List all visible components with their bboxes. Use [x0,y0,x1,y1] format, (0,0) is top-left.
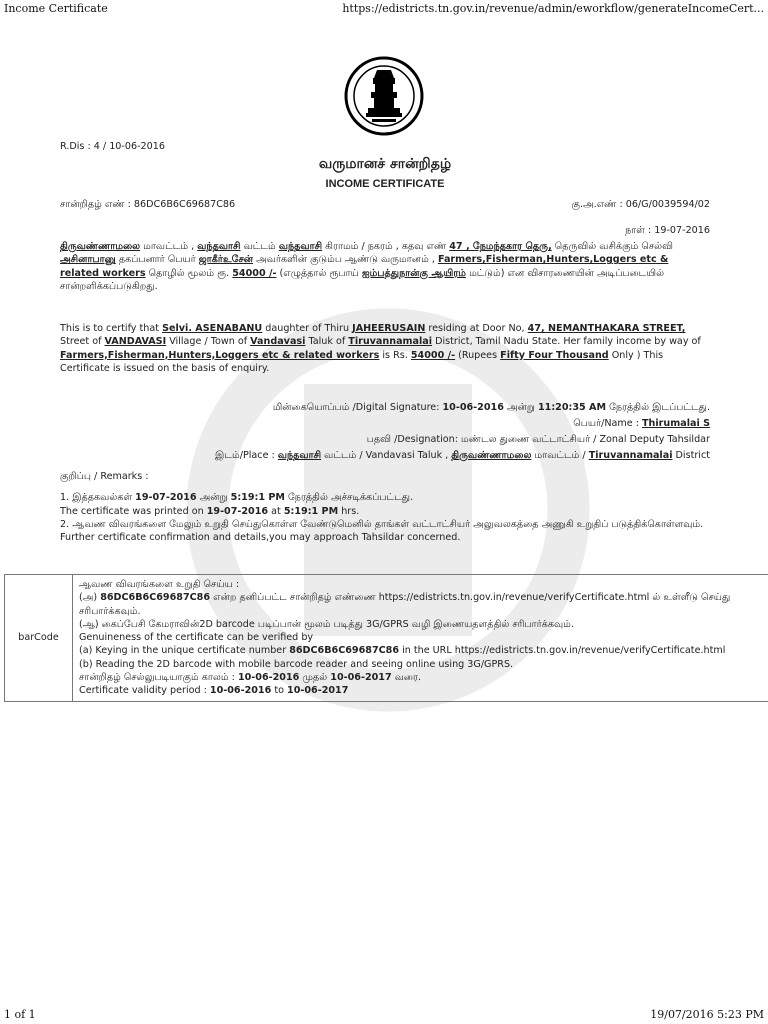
district-en: Tiruvannamalai [348,336,433,348]
text-segment: வட்டம் / Vandavasi Taluk , [321,450,452,461]
place-row [60,449,710,465]
remark-2-en: Further certificate confirmation and details,you may approach Tahsildar concerned. [60,532,461,544]
text-segment: சான்றிதழ் செல்லுபடியாகும் காலம் : [79,672,238,684]
applicant-name-en: Selvi. ASENABANU [162,323,263,334]
text-segment: என்ற தனிப்பட்ட சான்றிதழ் எண்ணை https://edistricts.tn.gov.in/revenue/verifyCertificate.html ல் உள்ளீடு செய்து சரிபார்க்கவும். [79,592,731,617]
verify-step-a-en [79,644,765,657]
title-english: INCOME CERTIFICATE [325,178,445,190]
tamil-statement [60,240,710,293]
certificate-number: சான்றிதழ் எண் : 86DC6B6C69687C86 [60,199,236,210]
text-segment: 1. இத்தகவல்கள் [60,492,136,504]
text-segment: Certificate validity period : [79,685,210,697]
text-segment: வரை. [391,672,421,684]
place-taluk: வந்தவாசி [277,450,322,461]
barcode-label: barCode [5,575,73,702]
place-district-en: Tiruvannamalai [588,450,673,461]
text-segment: residing at Door No, [425,323,528,334]
text-segment: தொழில் மூலம் ரூ. [145,267,233,279]
text-segment: கிராமம் / நகரம் , கதவு எண் [322,241,450,252]
cert-number-ta: 86DC6B6C69687C86 [100,592,211,604]
text-segment: இடம்/Place : [215,450,278,461]
door-ta: 47 , நேமந்தகார தெரு, [449,241,552,252]
verify-step-a-ta [79,591,765,618]
text-segment: நேரத்தில் இடப்பட்டது. [606,402,710,413]
text-segment: is Rs. [379,349,411,361]
valid-to-ta: 10-06-2017 [330,672,392,684]
remarks-section [60,470,710,544]
place-district-ta: திருவண்ணாமலை [451,450,532,461]
page-count: 1 of 1 [4,1008,36,1021]
remark-1-en [60,505,710,518]
text-segment: முதல் [299,672,331,684]
amount-ta: 54000 /- [232,267,277,279]
text-segment: Village / Town of [166,336,251,348]
applicant-name-ta: அசினாபானு [60,254,116,266]
amount-en: 54000 /- [410,349,456,361]
print-time: 5:19:1 PM [230,492,285,504]
reference-dispatch: R.Dis : 4 / 10-06-2016 [60,141,165,152]
print-header [4,2,764,15]
text-segment: in the URL https://edistricts.tn.gov.in/revenue/verifyCertificate.html [399,645,726,657]
valid-from-ta: 10-06-2016 [237,672,300,684]
text-segment: daughter of Thiru [262,323,353,334]
taluk-en: Vandavasi [250,336,306,348]
signature-block [60,401,710,465]
village-ta: வந்தவாசி [278,241,323,252]
english-statement [60,322,710,375]
text-segment: at [268,505,284,517]
text-segment: மாவட்டம் , [140,241,198,252]
signatory-name: Thirumalai S [642,418,710,429]
text-segment: பெயர்/Name : [573,418,642,429]
text-segment: நேரத்தில் அச்சடிக்கப்பட்டது. [284,492,414,504]
page-url[interactable]: https://edistricts.tn.gov.in/revenue/admin/eworkflow/generateIncomeCert... [342,2,764,15]
tn-emblem-icon [344,56,424,136]
taluk-ta: வந்தவாசி [197,241,241,252]
verify-heading-ta: ஆவண விவரங்களை உறுதி செய்ய : [79,579,240,590]
page-title: Income Certificate [4,2,108,15]
text-segment: அவர்களின் குடும்ப ஆண்டு வருமானம் , [253,254,438,266]
text-segment: (Rupees [455,349,501,361]
text-segment: The certificate was printed on [60,505,207,517]
text-segment: hrs. [338,505,360,517]
validity-en [79,684,765,697]
text-segment: Taluk of [305,336,349,348]
remarks-label: குறிப்பு / Remarks : [60,471,149,482]
signature-date: 10-06-2016 [442,402,504,413]
text-segment: மின்கையொப்பம் /Digital Signature: [272,402,443,413]
text-segment: Street of [60,336,105,348]
father-name-ta: ஜாகீர்உசேன் [198,254,254,266]
text-segment: வட்டம் [240,241,279,252]
text-segment: மட்டும்) என விசாரணையின் அடிப்படையில் சான்றளிக்கப்படுகிறது. [60,267,665,292]
text-segment: District, Tamil Nadu State. Her family income by way of [432,336,701,348]
valid-from-en: 10-06-2016 [209,685,272,697]
text-segment: District [672,450,710,461]
amount-words-ta: ஐம்பத்துநான்கு ஆயிரம் [361,267,467,279]
signature-time: 11:20:35 AM [537,402,607,413]
father-name-en: JAHEERUSAIN [352,323,426,334]
district-ta: திருவண்ணாமலை [60,241,141,252]
verify-step-b-ta: (ஆ) கைப்பேசி கேமராவின்2D barcode படிப்பான் மூலம் படித்து 3G/GPRS வழி இணையதளத்தில் சரிபார்க்கவும். [79,618,574,630]
verification-info [73,575,768,702]
print-timestamp: 19/07/2016 5:23 PM [650,1008,764,1021]
village-en: VANDAVASI [104,336,167,348]
text-segment: Only ) This Certificate is issued on the basis of enquiry. [60,349,664,374]
title-tamil: வருமானச் சான்றிதழ் [318,156,452,172]
door-en: 47, NEMANTHAKARA STREET, [527,323,686,334]
remark-2-ta: 2. ஆவண விவரங்களை மேலும் உறுதி செய்துகொள்ள வேண்டுமெனில் தாங்கள் வட்டாட்சியர் அலுவலகத்தை அணுகி உறுதிப் படுத்திக்கொள்ளவும். [60,518,704,530]
certificate-date: நாள் : 19-07-2016 [625,225,710,236]
digital-signature [60,401,710,417]
designation: பதவி /Designation: மண்டல துணை வட்டாட்சியர் / Zonal Deputy Tahsildar [366,434,710,445]
text-segment: (அ) [79,592,101,604]
text-segment: அன்று [196,492,231,504]
verify-heading-en: Genuineness of the certificate can be verified by [79,632,314,644]
occupation-en: Farmers,Fisherman,Hunters,Loggers etc & related workers [60,349,380,361]
validity-ta [79,671,765,684]
print-time-en: 5:19:1 PM [283,505,339,517]
occupation-ta: Farmers,Fisherman,Hunters,Loggers etc & related workers [60,254,669,279]
remark-1-ta [60,491,710,504]
text-segment: (a) Keying in the unique certificate number [79,645,290,657]
text-segment: மாவட்டம் / [531,450,589,461]
print-date-en: 19-07-2016 [206,505,269,517]
valid-to-en: 10-06-2017 [287,685,349,697]
text-segment: தெருவில் வசிக்கும் செல்வி [551,241,674,252]
print-footer [4,1008,764,1021]
amount-words-en: Fifty Four Thousand [500,349,609,361]
barcode-table [4,574,768,702]
verify-step-b-en: (b) Reading the 2D barcode with mobile barcode reader and seeing online using 3G/GPRS. [79,658,514,670]
text-segment: தகப்பனார் பெயர் [115,254,199,266]
cert-number-en: 86DC6B6C69687C86 [289,645,400,657]
print-date: 19-07-2016 [135,492,197,504]
text-segment: (எழுத்தால் ரூபாய் [276,267,362,279]
text-segment: to [271,685,288,697]
text-segment: அன்று [503,402,538,413]
signatory-name-row [60,417,710,433]
application-number: கு.அ.எண் : 06/G/0039594/02 [571,199,710,210]
text-segment: This is to certify that [60,323,163,334]
